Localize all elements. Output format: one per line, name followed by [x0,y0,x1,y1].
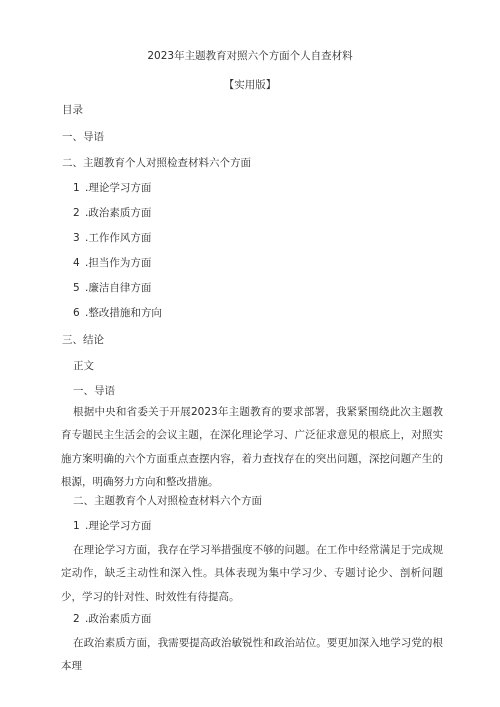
toc-sub-item [73,281,151,295]
toc-sub-number: 3 [73,232,80,244]
toc-sub-text: .担当作为方面 [85,257,152,269]
toc-sub-item [73,181,151,195]
toc-item: 三、结论 [62,334,104,346]
toc-sub-item [73,306,162,320]
subsection-title [73,519,151,533]
subsection-paragraph: 在政治素质方面，我需要提高政治敏锐性和政治站位。要更加深入地学习党的根本理 [61,637,443,673]
toc-heading: 目录 [62,104,83,116]
toc-sub-item [73,256,151,270]
toc-item: 二、主题教育个人对照检查材料六个方面 [62,157,251,169]
toc-sub-text: .理论学习方面 [85,182,152,194]
document-subtitle: 【实用版】 [223,79,277,91]
toc-sub-number: 2 [73,207,80,219]
toc-sub-item [73,231,151,245]
toc-sub-item [73,206,151,220]
toc-sub-number: 1 [73,182,80,194]
section-paragraph: 根据中央和省委关于开展2023年主题教育的要求部署，我紧紧围绕此次主题教育专题民主生活会的会议主题，在深化理论学习、广泛征求意见的根底上，对照实施方案明确的六个方面重点查摆内容，着力查找存在的突出问题，深挖问题产生的根源，明确努力方向和整改措施。 [61,406,443,488]
section-title: 二、主题教育个人对照检查材料六个方面 [73,495,262,507]
toc-sub-text: .政治素质方面 [85,207,152,219]
subsection-text: .理论学习方面 [85,520,152,532]
subsection-number: 1 [73,520,80,532]
body-heading: 正文 [73,360,94,372]
subsection-number: 2 [73,613,80,625]
document-title: 2023年主题教育对照六个方面个人自查材料 [147,50,353,62]
subsection-title [73,612,151,626]
toc-item: 一、导语 [62,131,104,143]
toc-sub-number: 4 [73,257,80,269]
toc-sub-text: .廉洁自律方面 [85,282,152,294]
toc-sub-text: .整改措施和方向 [85,307,162,319]
subsection-text: .政治素质方面 [85,613,152,625]
toc-sub-number: 6 [73,307,80,319]
subsection-paragraph: 在理论学习方面，我存在学习举措强度不够的问题。在工作中经常满足于完成规定动作，缺乏主动性和深入性。具体表现为集中学习少、专题讨论少、剖析问题少，学习的针对性、时效性有待提高。 [61,544,443,603]
section-title: 一、导语 [73,385,115,397]
toc-sub-number: 5 [73,282,80,294]
toc-sub-text: .工作作风方面 [85,232,152,244]
